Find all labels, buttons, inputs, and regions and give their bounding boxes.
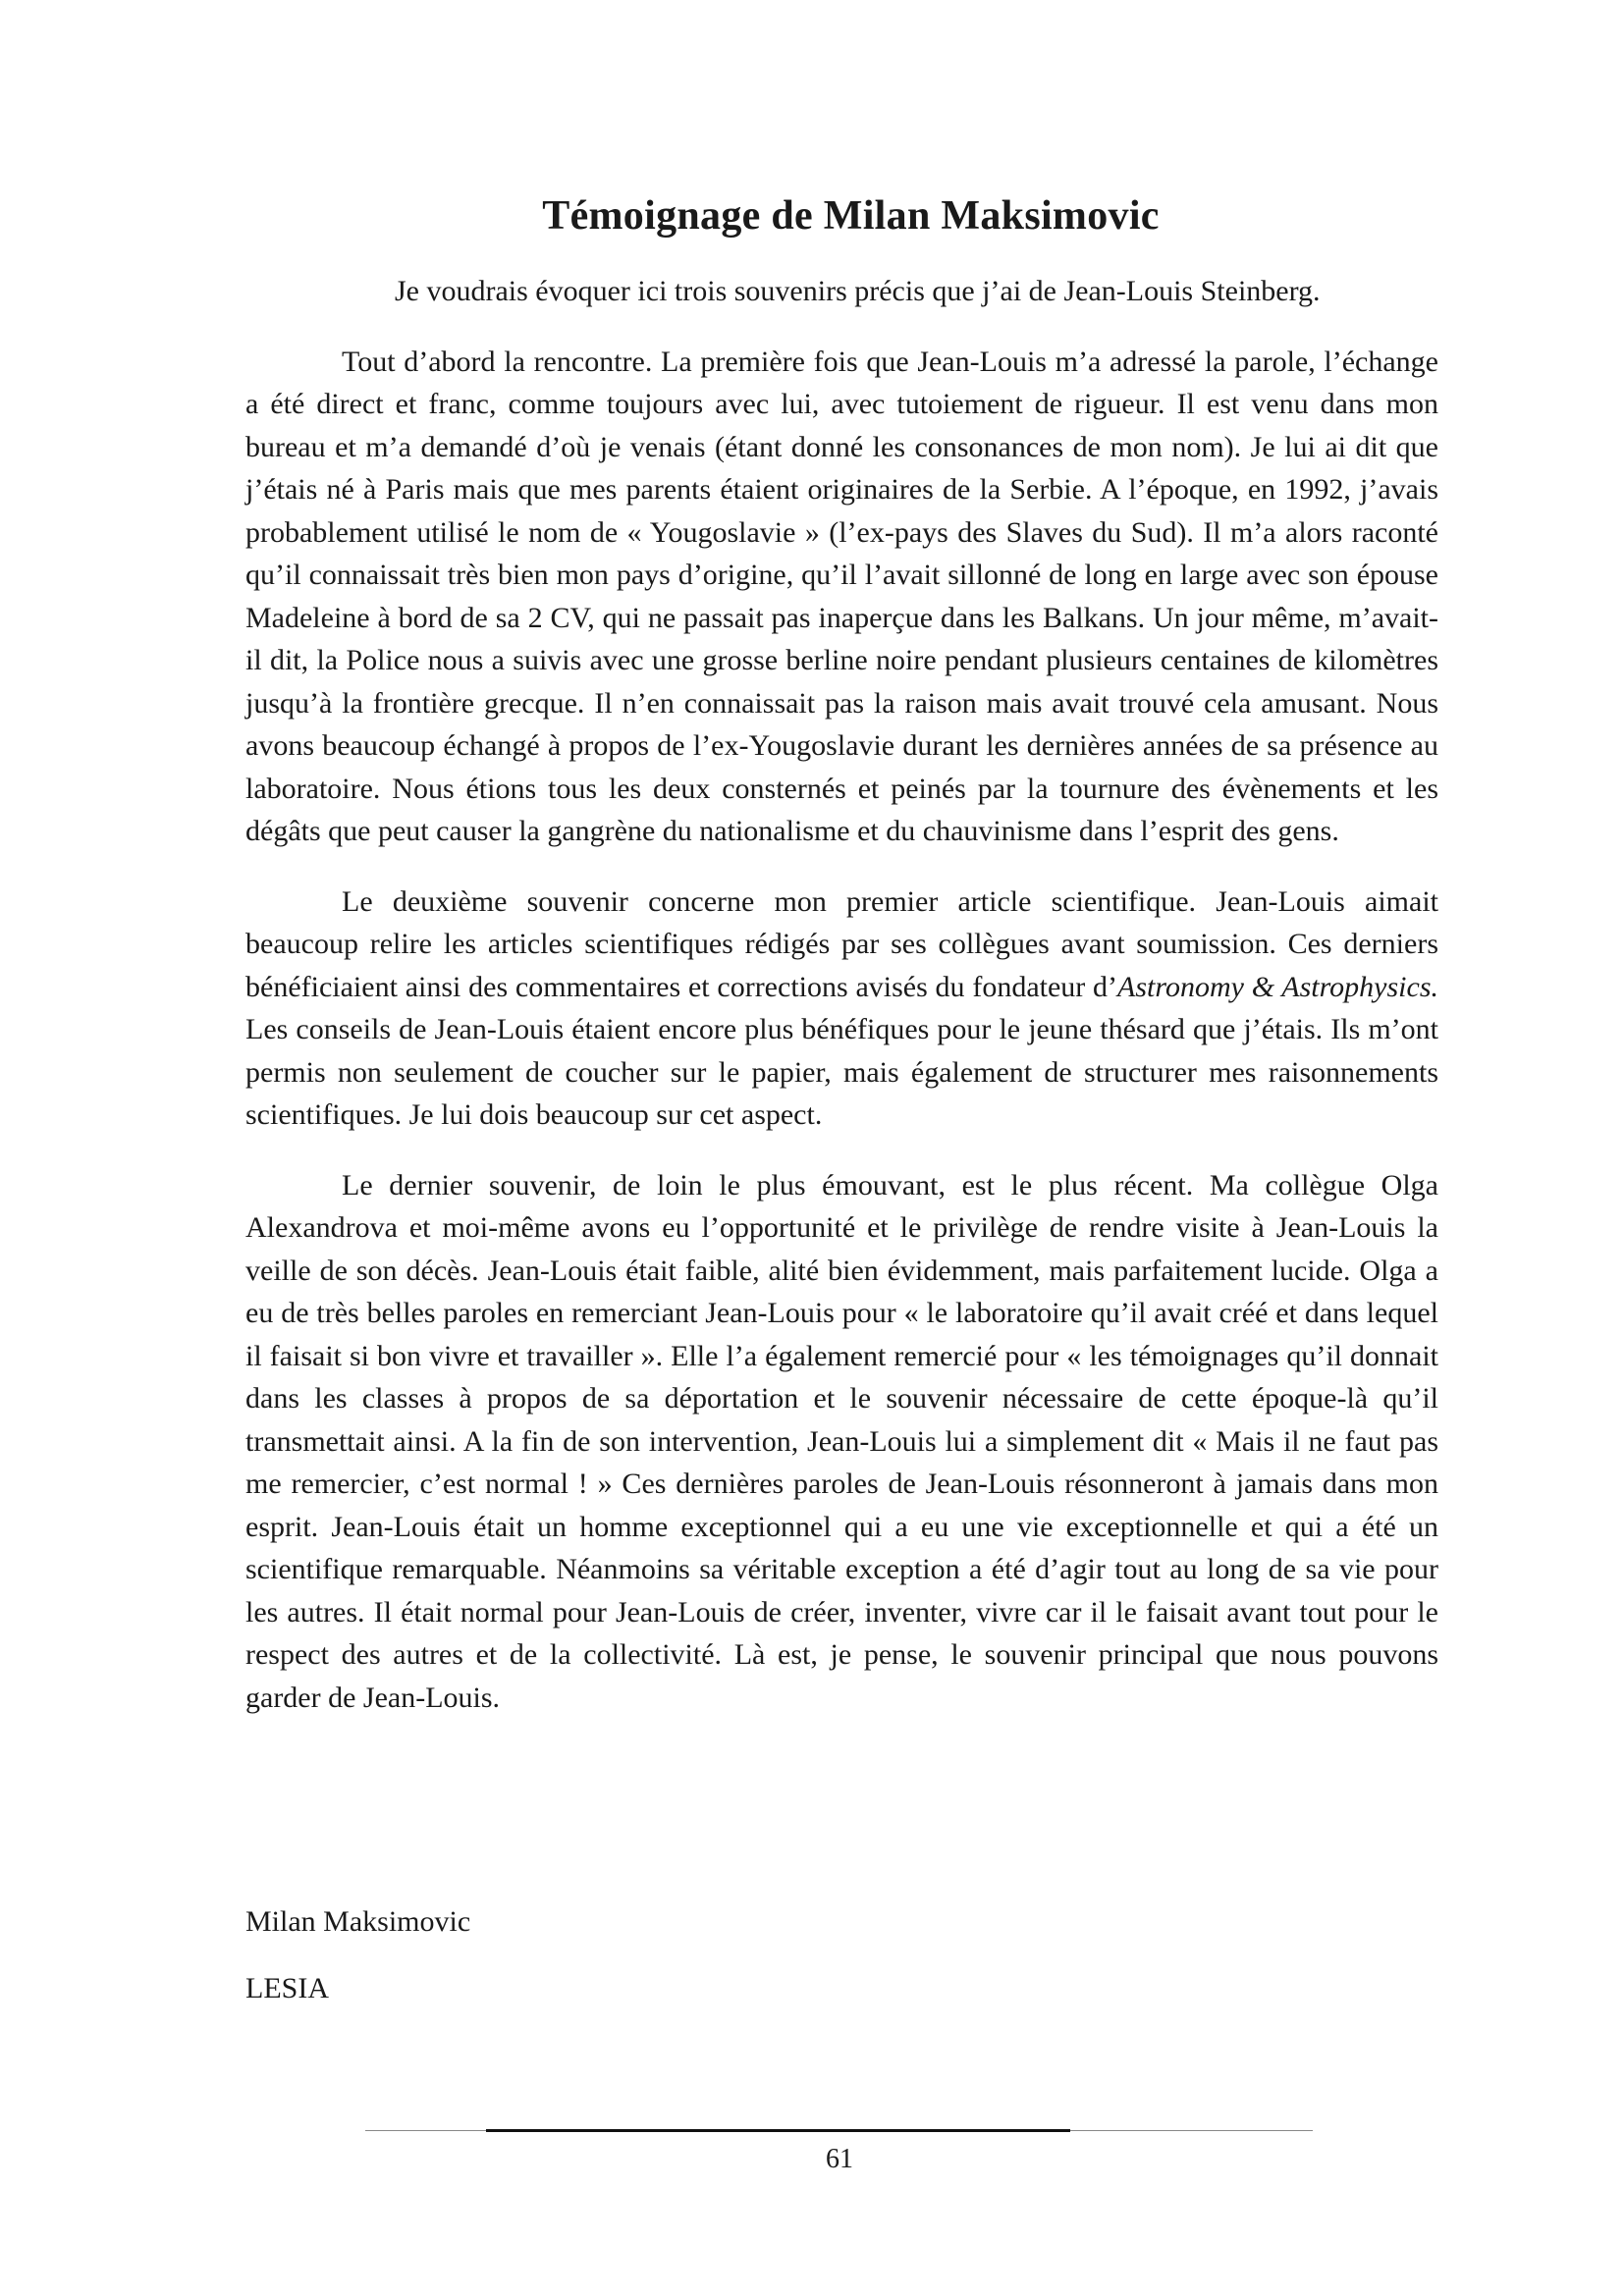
paragraph-last-memory: Le dernier souvenir, de loin le plus émouvant, est le plus récent. Ma collègue Olga Alexandrova et moi-même avons eu l’opportunité et le privilège de rendre visite à Jean-Louis la veille de son décès. Jean-Louis était faible, alité bien évidemment, mais parfaitement lucide. Olga a eu de très belles paroles en remerciant Jean-Louis pour « le laboratoire qu’il avait créé et dans lequel il faisait si bon vivre et travailler ». Elle l’a également remercié pour « les témoignages qu’il donnait dans les classes à propos de sa déportation et le souvenir nécessaire de cette époque-là qu’il transmettait ainsi. A la fin de son intervention, Jean-Louis lui a simplement dit « Mais il ne faut pas me remercier, c’est normal ! » Ces dernières paroles de Jean-Louis résonneront à jamais dans mon esprit. Jean-Louis était un homme exceptionnel qui a eu une vie exceptionnelle et qui a été un scientifique remarquable. Néanmoins sa véritable exception a été d’agir tout au long de sa vie pour les autres. Il était normal pour Jean-Louis de créer, inventer, vivre car il le faisait avant tout pour le respect des autres et de la collectivité. Là est, je pense, le souvenir principal que nous pouvons garder de Jean-Louis. — [245, 1168, 1438, 1714]
journal-title: Astronomy & Astrophysics. — [1117, 970, 1438, 1003]
paragraph-text: Les conseils de Jean-Louis étaient encore plus bénéfiques pour le jeune thésard que j’étais. Ils m’ont permis non seulement de coucher sur le papier, mais également de structurer mes raisonnements scientifiques. Je lui dois beaucoup sur cet aspect. — [245, 1013, 1438, 1132]
page-title: Témoignage de Milan Maksimovic — [542, 193, 1160, 239]
footer-divider-accent — [486, 2129, 1070, 2132]
page-number: 61 — [826, 2144, 853, 2174]
signature-name: Milan Maksimovic — [245, 1905, 471, 1938]
document-body — [245, 191, 1438, 1746]
intro-paragraph: Je voudrais évoquer ici trois souvenirs précis que j’ai de Jean-Louis Steinberg. — [395, 275, 1321, 308]
signature-organization: LESIA — [245, 1972, 329, 2004]
paragraph-first-meeting: Tout d’abord la rencontre. La première fois que Jean-Louis m’a adressé la parole, l’échange a été direct et franc, comme toujours avec lui, avec tutoiement de rigueur. Il est venu dans mon bureau et m’a demandé d’où je venais (étant donné les consonances de mon nom). Je lui ai dit que j’étais né à Paris mais que mes parents étaient originaires de la Serbie. A l’époque, en 1992, j’avais probablement utilisé le nom de « Yougoslavie » (l’ex-pays des Slaves du Sud). Il m’a alors raconté qu’il connaissait très bien mon pays d’origine, qu’il l’avait sillonné de long en large avec son épouse Madeleine à bord de sa 2 CV, qui ne passait pas inaperçue dans les Balkans. Un jour même, m’avait-il dit, la Police nous a suivis avec une grosse berline noire pendant plusieurs centaines de kilomètres jusqu’à la frontière grecque. Il n’en connaissait pas la raison mais avait trouvé cela amusant. Nous avons beaucoup échangé à propos de l’ex-Yougoslavie durant les dernières années de sa présence au laboratoire. Nous étions tous les deux consternés et peinés par la tournure des évènements et les dégâts que peut causer la gangrène du nationalisme et du chauvinisme dans l’esprit des gens. — [245, 345, 1438, 848]
paragraph-first-article — [245, 881, 1438, 1137]
paragraph-text: Le deuxième souvenir concerne mon premier article scientifique. Jean-Louis aimait beaucoup relire les articles scientifiques rédigés par ses collègues avant soumission. Ces derniers bénéficiaient ainsi des commentaires et corrections avisés du fondateur d’ — [245, 884, 1438, 1003]
